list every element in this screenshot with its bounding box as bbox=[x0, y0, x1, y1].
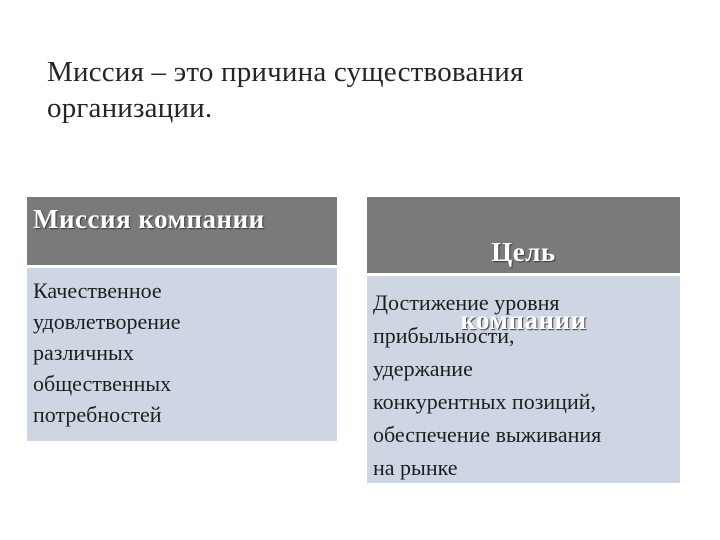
mission-body-line: общественных bbox=[33, 371, 172, 396]
mission-body-line: потребностей bbox=[33, 402, 162, 427]
mission-card-header: Миссия компании bbox=[27, 197, 337, 265]
mission-body-line: различных bbox=[33, 340, 134, 365]
slide-title-line-1: Миссия – это причина существования bbox=[47, 56, 524, 88]
goal-body-line: на рынке bbox=[373, 455, 458, 480]
goal-body-line: конкурентных позиций, bbox=[373, 389, 596, 414]
mission-card bbox=[27, 197, 337, 441]
mission-body-line: удовлетворение bbox=[33, 309, 181, 334]
slide-title bbox=[47, 54, 647, 126]
slide-title-line-2: организации. bbox=[47, 92, 213, 124]
goal-body-line: Достижение уровня bbox=[373, 290, 560, 315]
goal-body-line: обеспечение выживания bbox=[373, 422, 602, 447]
mission-body-line: Качественное bbox=[33, 278, 162, 303]
mission-card-body bbox=[27, 268, 337, 441]
goal-header-line: Цель bbox=[491, 237, 556, 267]
goal-card bbox=[367, 197, 680, 483]
goal-card-body bbox=[367, 276, 680, 483]
goal-body-line: прибыльности, bbox=[373, 323, 515, 348]
goal-header-line: компании bbox=[460, 305, 587, 335]
goal-body-line: удержание bbox=[373, 356, 473, 381]
